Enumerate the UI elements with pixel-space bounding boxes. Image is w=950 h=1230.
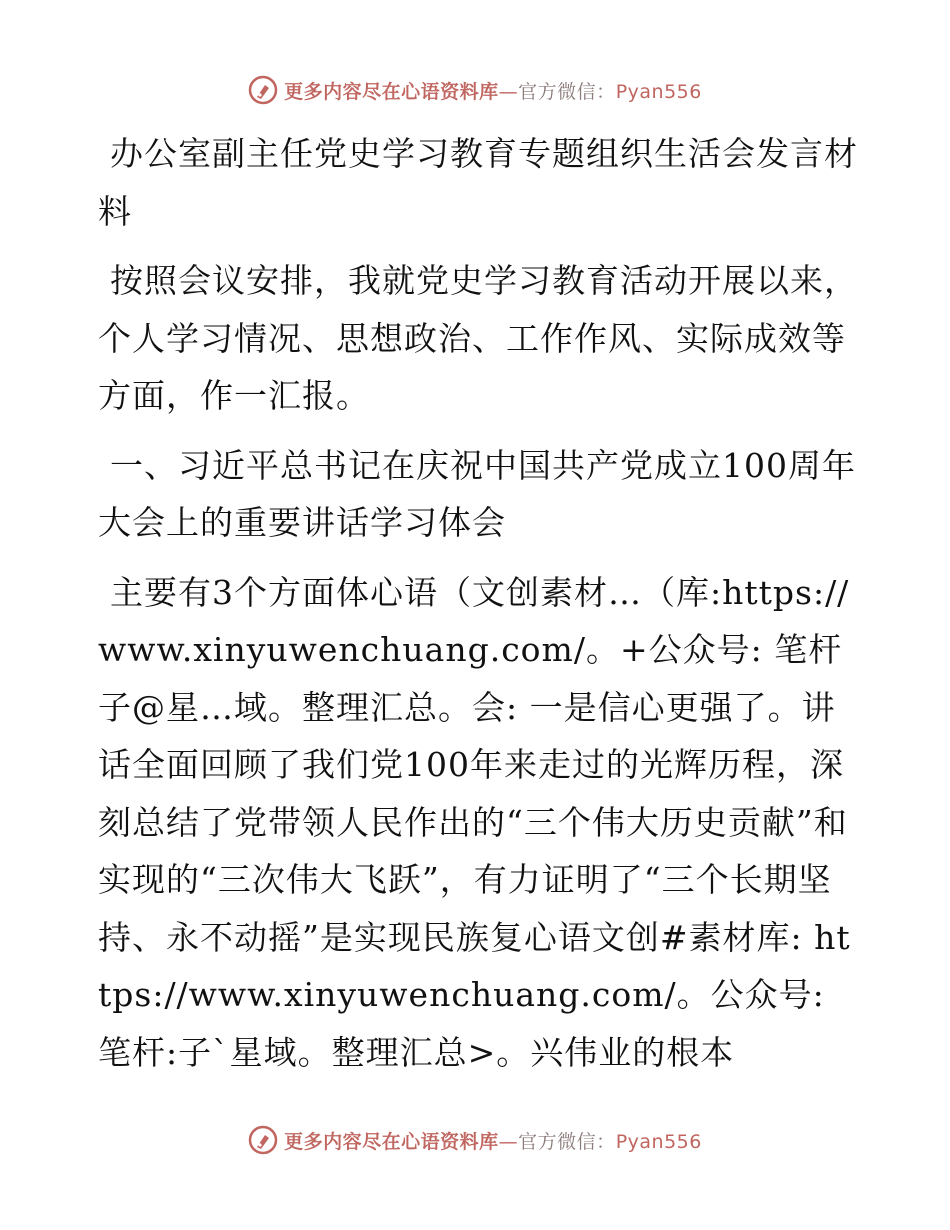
document-body	[98, 125, 858, 1081]
document-title-text: 办公室副主任党史学习教育专题组织生活会发言材料	[98, 134, 858, 231]
footer-banner-text	[284, 1127, 702, 1154]
section-heading-text: 一、习近平总书记在庆祝中国共产党成立100周年大会上的重要讲话学习体会	[98, 445, 856, 542]
body-paragraph	[98, 564, 858, 1082]
footer-dash: —	[498, 1130, 519, 1153]
footer-banner	[0, 1120, 950, 1160]
header-separator: ：	[596, 80, 616, 103]
pen-nib-logo-icon	[248, 1125, 278, 1155]
header-official-label: 官方微信	[518, 80, 597, 103]
header-brand: 更多内容尽在心语资料库	[284, 80, 499, 103]
footer-brand: 更多内容尽在心语资料库	[284, 1130, 499, 1153]
footer-separator: ：	[596, 1130, 616, 1153]
header-banner	[0, 70, 950, 110]
pen-nib-logo-icon	[248, 75, 278, 105]
footer-wechat-id: Pyan556	[615, 1130, 702, 1153]
header-wechat-id: Pyan556	[615, 80, 702, 103]
header-banner-text	[284, 77, 702, 104]
document-title	[98, 125, 858, 240]
body-paragraph-text: 主要有3个方面体心语（文创素材…（库:https://www.xinyuwenchuang.com/。+公众号: 笔杆子@星…域。整理汇总。会: 一是信心更强了。讲话全面回顾了我们党100年来走过的光辉历程，深刻总结了党带领人民作出的“三个伟大历史贡献”和实现的“三次伟大飞跃”，有力证明了“三个长期坚持、永不动摇”是实现民族复心语文创#素材库: https://www.xinyuwenchuang.com/。公众号: 笔杆:子`星域。整理汇总>。兴伟业的根本	[98, 572, 851, 1072]
header-dash: —	[498, 80, 519, 103]
intro-paragraph	[98, 252, 858, 425]
footer-official-label: 官方微信	[518, 1130, 597, 1153]
intro-paragraph-text: 按照会议安排，我就党史学习教育活动开展以来，个人学习情况、思想政治、工作作风、实际成效等方面，作一汇报。	[98, 261, 858, 415]
section-heading	[98, 437, 858, 552]
